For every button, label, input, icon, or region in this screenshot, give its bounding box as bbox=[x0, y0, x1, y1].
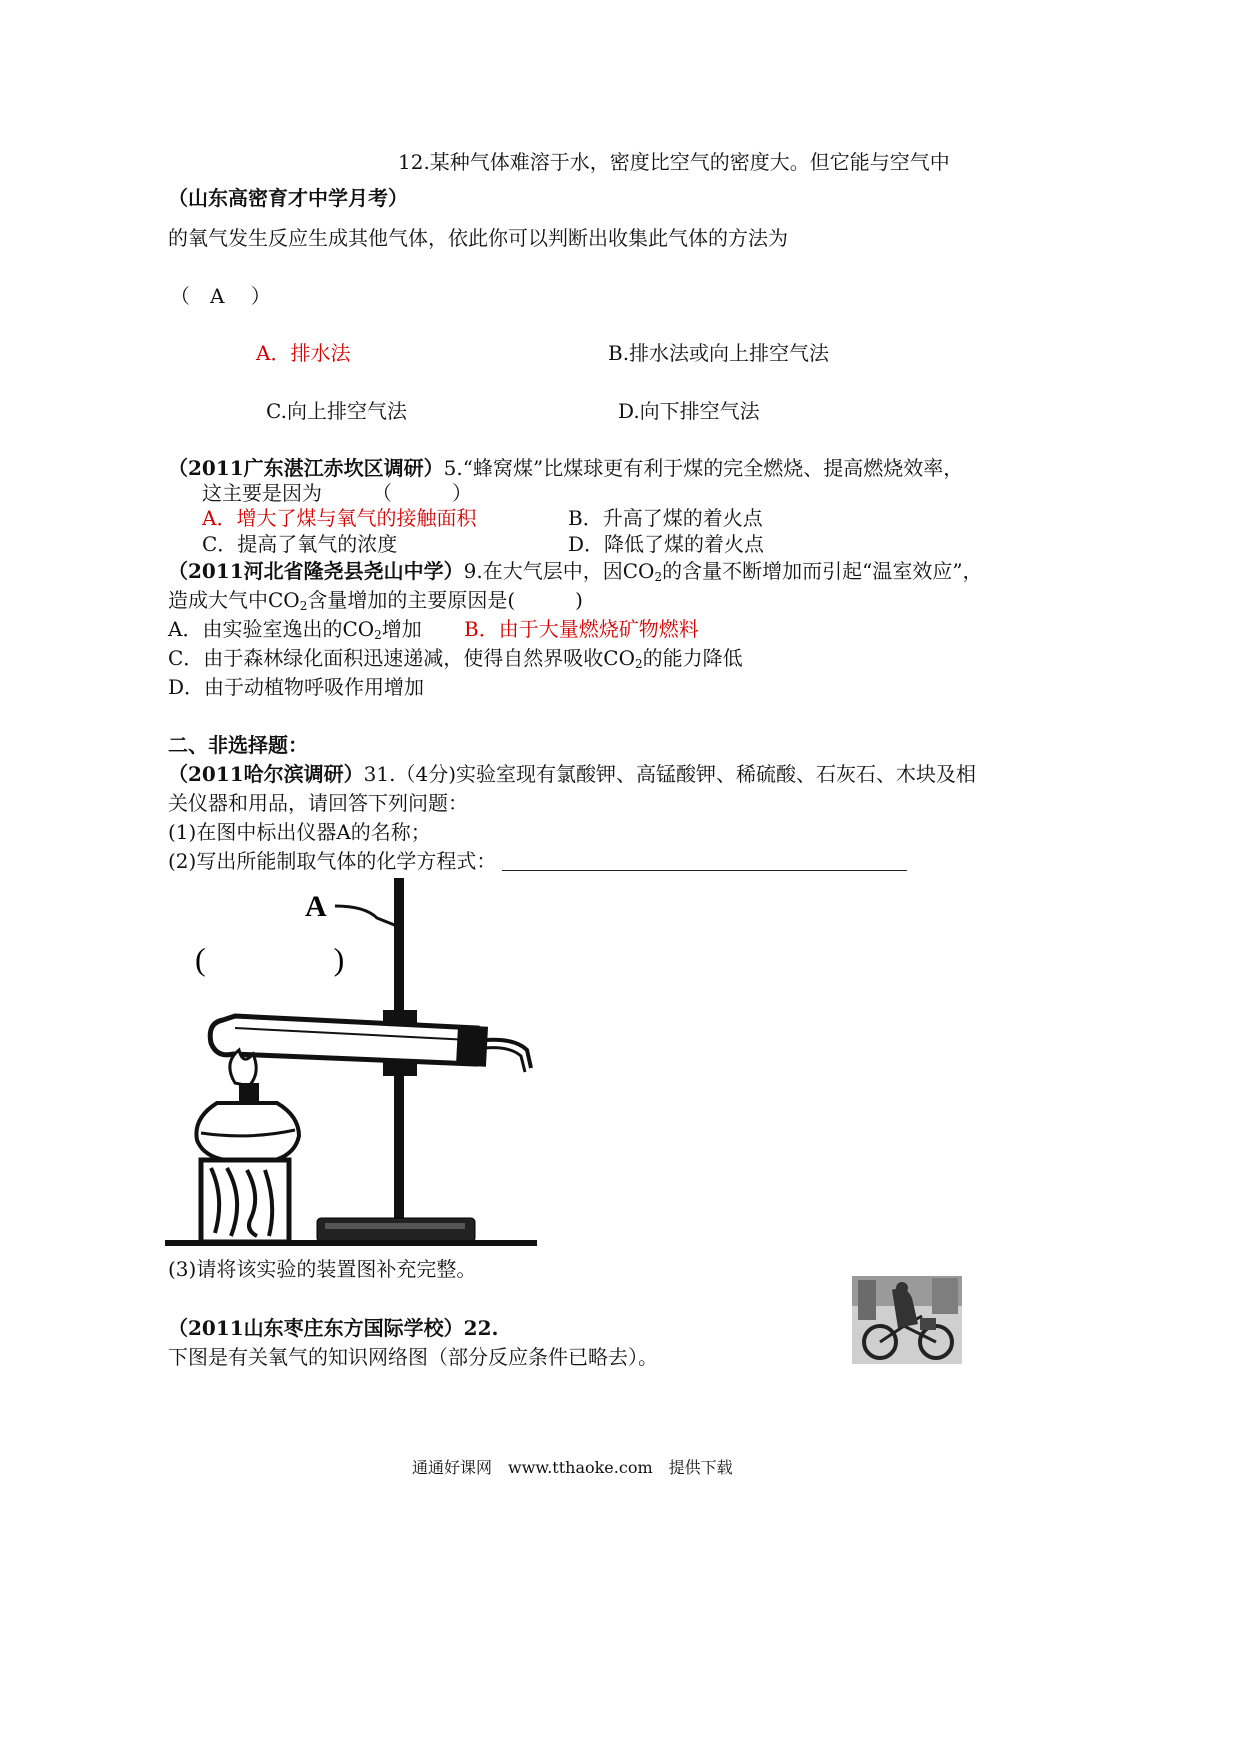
q31-line2: 关仪器和用品，请回答下列问题： bbox=[168, 791, 468, 815]
label-a: A bbox=[305, 890, 327, 923]
q22-source: （2011山东枣庄东方国际学校）22. bbox=[168, 1316, 499, 1340]
q31-source: （2011哈尔滨调研） bbox=[168, 762, 364, 786]
blank-paren: ( ) bbox=[195, 941, 345, 977]
q12-option-b: B.排水法或向上排空气法 bbox=[608, 341, 830, 365]
label-pointer bbox=[335, 906, 397, 926]
q9-line1-b: 的含量不断增加而引起“温室效应”， bbox=[662, 559, 983, 583]
q5-line2: 这主要是因为 （ ） bbox=[202, 481, 472, 505]
section-title: 二、非选择题： bbox=[168, 733, 308, 757]
q31-part2-text: (2)写出所能制取气体的化学方程式： bbox=[168, 849, 497, 873]
q5-source: （2011广东湛江赤坎区调研） bbox=[168, 456, 444, 480]
q22-line1: 下图是有关氧气的知识网络图（部分反应条件已略去）。 bbox=[168, 1345, 658, 1369]
q5-line1: 5.“蜂窝煤”比煤球更有利于煤的完全燃烧、提高燃烧效率， bbox=[443, 456, 964, 480]
q12-line1: 12.某种气体难溶于水，密度比空气的密度大。但它能与空气中 bbox=[398, 150, 950, 174]
q9-option-a bbox=[168, 619, 422, 641]
q9-sub: 2 bbox=[374, 628, 382, 642]
q9-option-c-tail: 的能力降低 bbox=[642, 646, 743, 670]
q9-option-a-tail: 增加 bbox=[381, 617, 422, 641]
q5-option-d: D．降低了煤的着火点 bbox=[568, 532, 765, 556]
photo-building-2 bbox=[932, 1278, 958, 1314]
q12-option-d: D.向下排空气法 bbox=[618, 399, 760, 423]
q9-sub: 2 bbox=[654, 570, 663, 584]
q12-line2: 的氧气发生反应生成其他气体，依此你可以判断出收集此气体的方法为 bbox=[168, 226, 788, 250]
q5-option-a: A．增大了煤与氧气的接触面积 bbox=[202, 506, 477, 530]
q12-option-c: C.向上排空气法 bbox=[266, 399, 407, 423]
stand-base bbox=[317, 1218, 475, 1242]
q12-source: （山东高密育才中学月考） bbox=[168, 186, 408, 210]
q9-line2-b: 含量增加的主要原因是( ) bbox=[307, 588, 583, 612]
stopper bbox=[456, 1025, 488, 1067]
answer-blank[interactable] bbox=[502, 852, 907, 871]
q9-option-a-text: A．由实验室逸出的CO bbox=[168, 617, 375, 641]
q12-option-a: A．排水法 bbox=[256, 341, 351, 365]
rider-head bbox=[896, 1282, 908, 1294]
apparatus-diagram bbox=[165, 878, 545, 1250]
q5-option-c: C．提高了氧气的浓度 bbox=[202, 532, 398, 556]
q31-part3: (3)请将该实验的装置图补充完整。 bbox=[168, 1257, 477, 1281]
q9-source: （2011河北省隆尧县尧山中学） bbox=[168, 559, 464, 583]
q31-part1: (1)在图中标出仪器A的名称； bbox=[168, 820, 431, 844]
footer-text: 通通好课网 www.tthaoke.com 提供下载 bbox=[412, 1458, 733, 1477]
q9-option-b: B．由于大量燃烧矿物燃料 bbox=[464, 617, 699, 641]
q5-header bbox=[168, 458, 963, 478]
lamp-wick-holder bbox=[239, 1083, 259, 1101]
base-texture bbox=[325, 1223, 465, 1229]
cyclist-photo bbox=[852, 1276, 962, 1364]
q9-option-d: D．由于动植物呼吸作用增加 bbox=[168, 675, 425, 699]
q9-option-c-text: C．由于森林绿化面积迅速递减，使得自然界吸收CO bbox=[168, 646, 636, 670]
q5-option-b: B．升高了煤的着火点 bbox=[568, 506, 763, 530]
q31-header bbox=[168, 764, 976, 784]
q9-line2 bbox=[168, 590, 583, 612]
q31-line1: 31.（4分)实验室现有氯酸钾、高锰酸钾、稀硫酸、石灰石、木块及相 bbox=[363, 762, 977, 786]
q9-line2-a: 造成大气中CO bbox=[168, 588, 300, 612]
delivery-tube-inner bbox=[485, 1048, 525, 1072]
photo-building bbox=[858, 1280, 876, 1320]
q9-sub: 2 bbox=[635, 657, 643, 671]
q9-sub: 2 bbox=[299, 599, 308, 613]
q9-option-c bbox=[168, 648, 743, 670]
q12-answer: （ A ） bbox=[170, 284, 271, 308]
q9-header bbox=[168, 561, 983, 583]
q9-line1-a: 9.在大气层中，因CO bbox=[463, 559, 655, 583]
bike-basket bbox=[920, 1318, 936, 1330]
q31-part2 bbox=[168, 851, 907, 871]
